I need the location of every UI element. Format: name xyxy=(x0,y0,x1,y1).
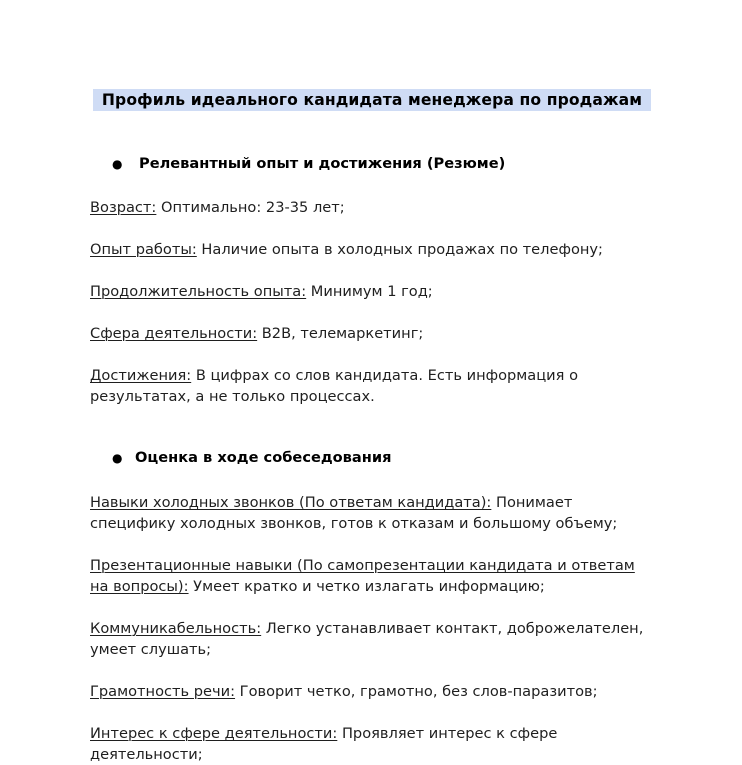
field-presentation-skills xyxy=(90,555,650,597)
field-experience-duration xyxy=(90,281,660,302)
document-title: Профиль идеального кандидата менеджера по продажам xyxy=(93,89,651,111)
field-label: Коммуникабельность: xyxy=(90,620,262,637)
field-label: Сфера деятельности: xyxy=(90,325,258,342)
field-achievements xyxy=(90,365,610,407)
field-value: Оптимально: 23-35 лет; xyxy=(156,199,345,216)
section-heading-resume: Релевантный опыт и достижения (Резюме) xyxy=(139,155,506,172)
field-cold-calling-skills xyxy=(90,492,630,534)
field-label: Возраст: xyxy=(90,199,157,216)
field-label: Опыт работы: xyxy=(90,241,197,258)
field-label: Достижения: xyxy=(90,367,192,384)
field-label: Продолжительность опыта: xyxy=(90,283,307,300)
field-work-experience xyxy=(90,239,660,260)
field-value: Говорит четко, грамотно, без слов-паразитов; xyxy=(235,683,598,700)
section-heading-interview: Оценка в ходе собеседования xyxy=(135,449,392,466)
field-communication xyxy=(90,618,650,660)
field-value: Наличие опыта в холодных продажах по телефону; xyxy=(196,241,603,258)
field-label: Грамотность речи: xyxy=(90,683,236,700)
bullet-icon: ● xyxy=(112,451,123,465)
bullet-icon: ● xyxy=(112,157,123,171)
field-label: Презентационные навыки (По самопрезентации кандидата и ответам на вопросы): xyxy=(90,557,635,595)
field-value: B2B, телемаркетинг; xyxy=(257,325,424,342)
field-industry xyxy=(90,323,660,344)
field-speech-literacy xyxy=(90,681,660,702)
field-age xyxy=(90,197,660,218)
field-value: Минимум 1 год; xyxy=(306,283,433,300)
field-industry-interest xyxy=(90,723,590,765)
field-value: Проявляет интерес к сфере деятельности; xyxy=(90,725,558,763)
field-label: Интерес к сфере деятельности: xyxy=(90,725,338,742)
field-value: Легко устанавливает контакт, доброжелателен, умеет слушать; xyxy=(90,620,644,658)
field-label: Навыки холодных звонков (По ответам кандидата): xyxy=(90,494,492,511)
field-value: В цифрах со слов кандидата. Есть информация о результатах, а не только процессах. xyxy=(90,367,578,405)
field-value: Умеет кратко и четко излагать информацию; xyxy=(188,578,545,595)
field-value: Понимает специфику холодных звонков, готов к отказам и большому объему; xyxy=(90,494,618,532)
